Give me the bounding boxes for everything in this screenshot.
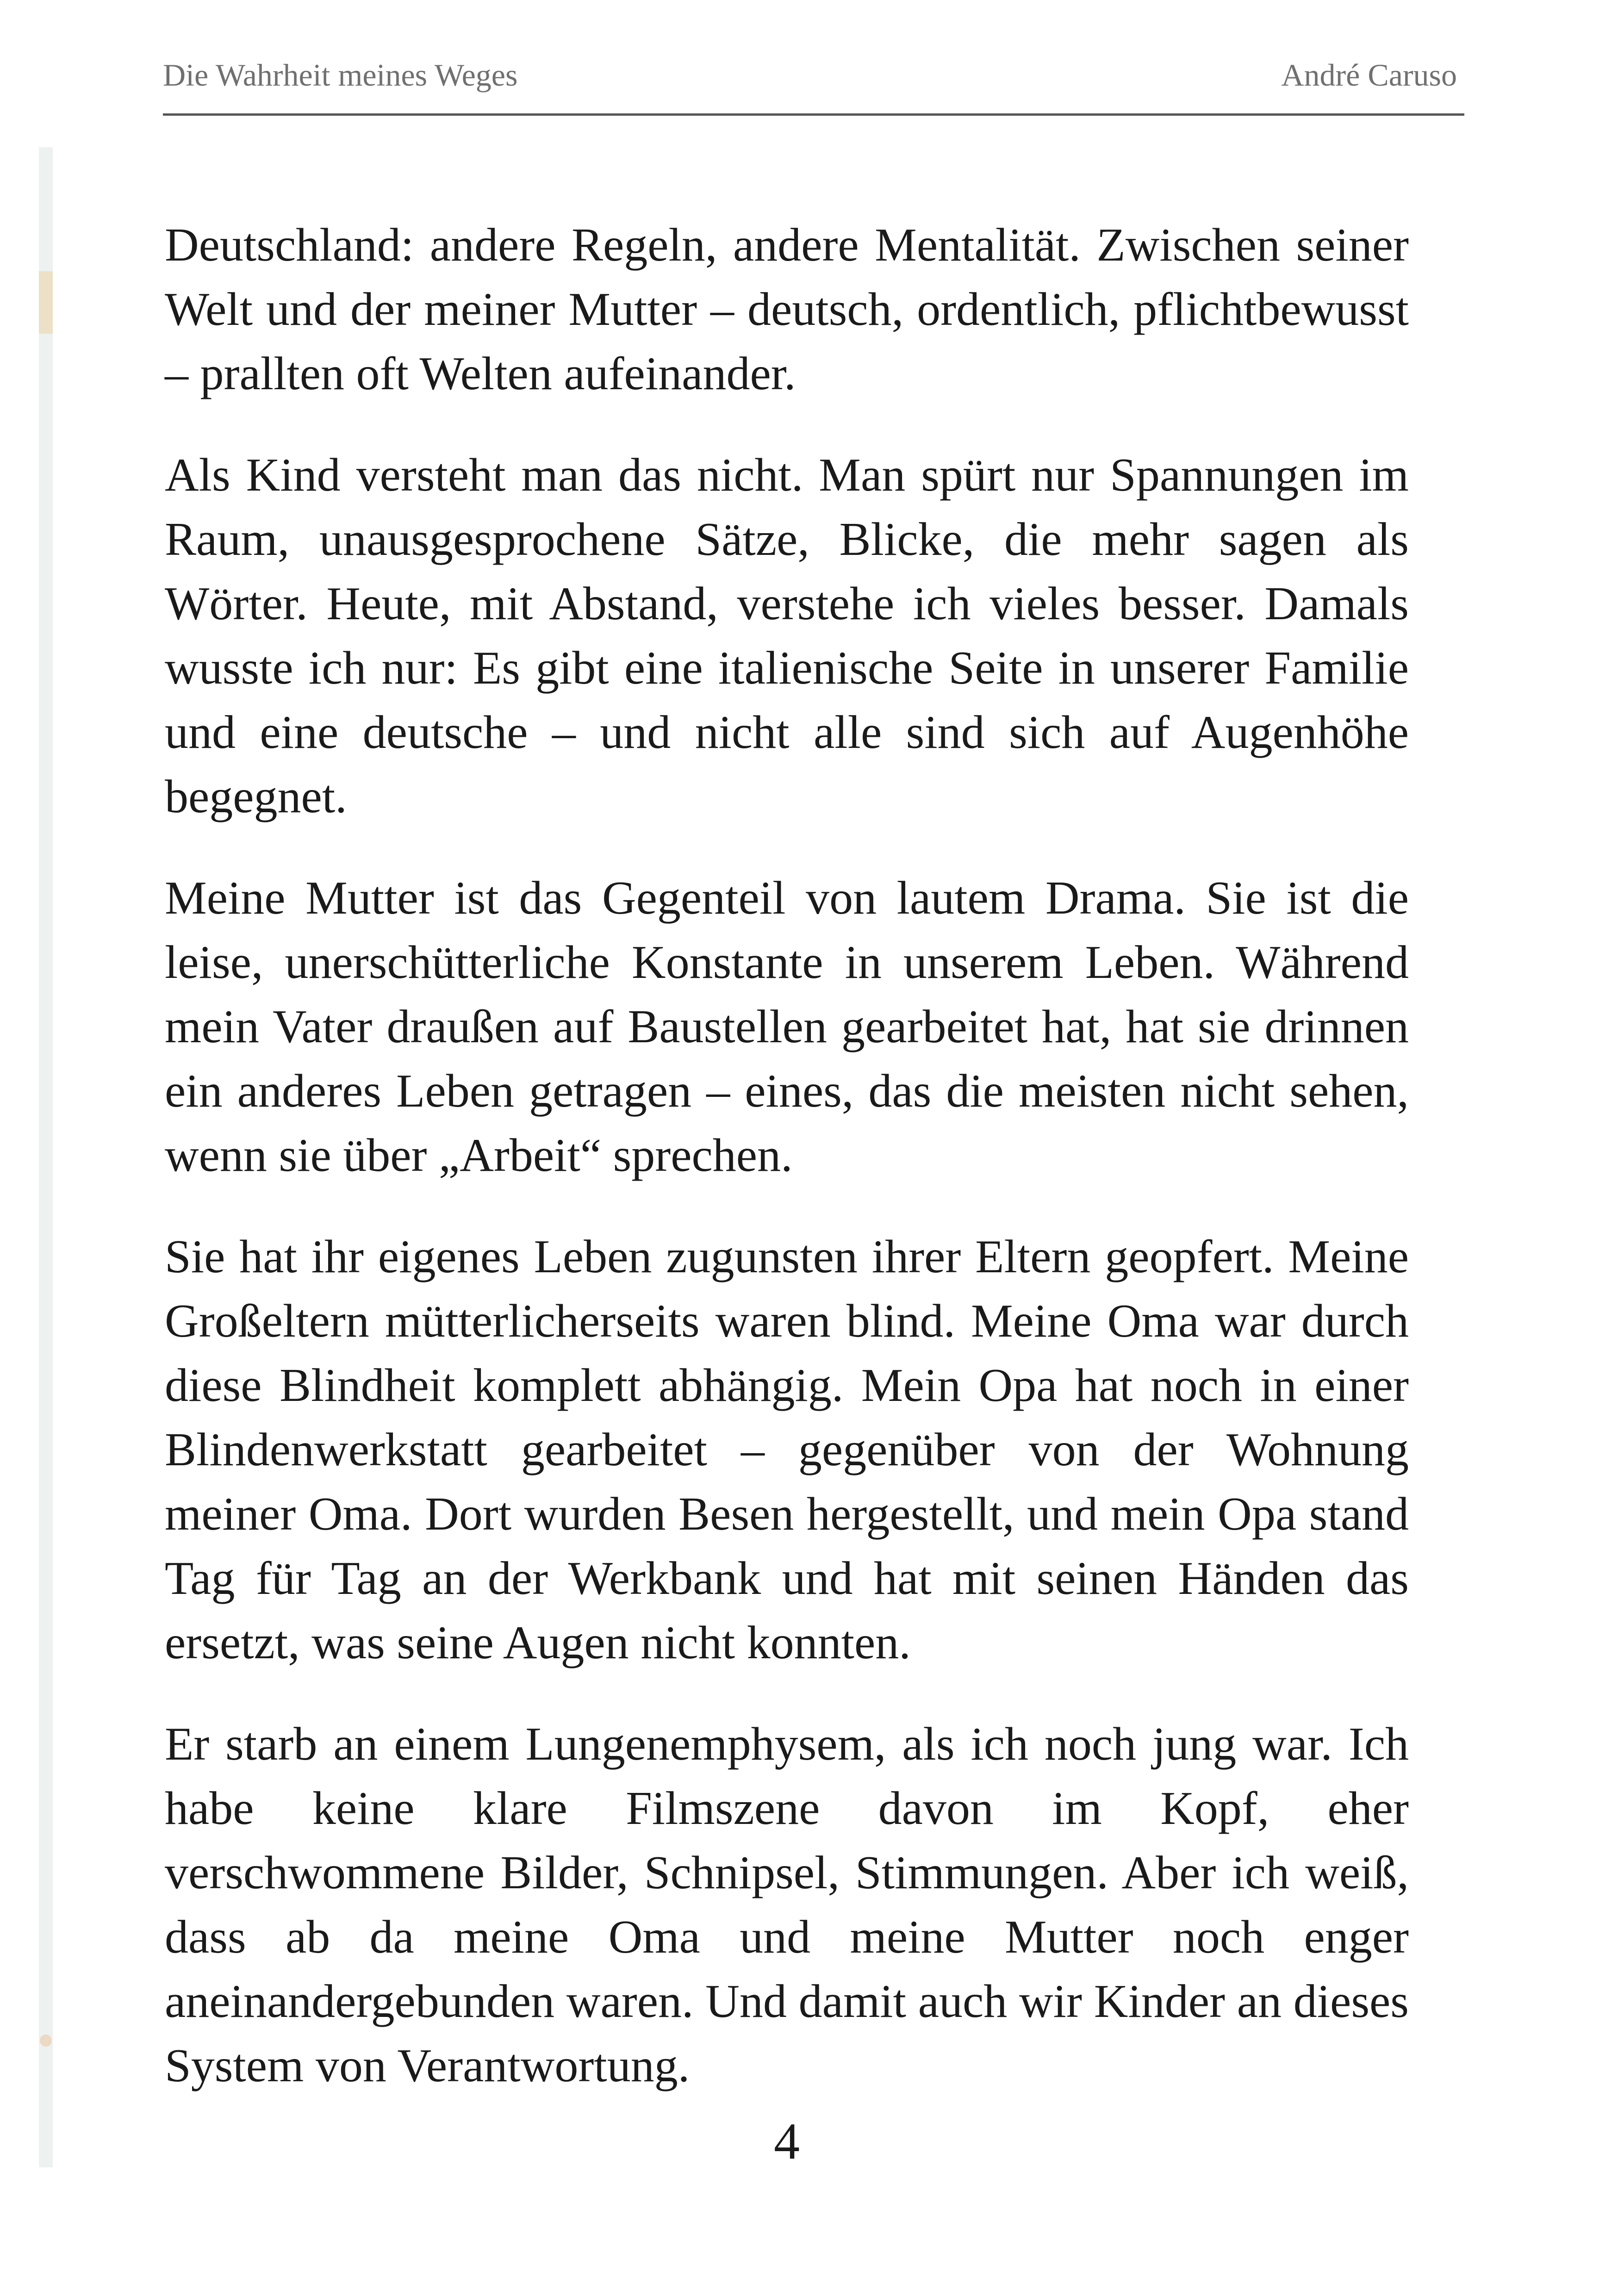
running-header <box>163 51 1464 116</box>
paragraph: Sie hat ihr eigenes Leben zugunsten ihrer Eltern geopfert. Meine Großeltern mütterlicherseits waren blind. Meine Oma war durch diese Blindheit komplett abhängig. Mein Opa hat noch in einer Blindenwerkstatt gearbeitet – gegenüber von der Wohnung meiner Oma. Dort wurden Besen hergestellt, und mein Opa stand Tag für Tag an der Werkbank und hat mit seinen Händen das ersetzt, was seine Augen nicht konnten. <box>165 1231 1409 1669</box>
paragraph: Deutschland: andere Regeln, andere Mentalität. Zwischen seiner Welt und der meiner Mutter – deutsch, ordentlich, pflichtbewusst – prallten oft Welten aufeinander. <box>165 219 1409 400</box>
gutter-accent <box>39 271 53 334</box>
page-number: 4 <box>774 2113 800 2170</box>
paragraph: Er starb an einem Lungenemphysem, als ich noch jung war. Ich habe keine klare Filmszene davon im Kopf, eher verschwommene Bilder, Schnipsel, Stimmungen. Aber ich weiß, dass ab da meine Oma und meine Mutter noch enger aneinandergebunden waren. Und damit auch wir Kinder an dieses System von Verantwortung. <box>165 1718 1409 2092</box>
paragraph: Meine Mutter ist das Gegenteil von lautem Drama. Sie ist die leise, unerschütterliche Konstante in unserem Leben. Während mein Vater draußen auf Baustellen gearbeitet hat, hat sie drinnen ein anderes Leben getragen – eines, das die meisten nicht sehen, wenn sie über „Arbeit“ sprechen. <box>165 872 1409 1182</box>
gutter-strip <box>39 147 53 2167</box>
header-book-title: Die Wahrheit meines Weges <box>163 57 518 93</box>
gutter-dot <box>40 2035 52 2047</box>
body-text <box>165 213 1409 2135</box>
paragraph: Als Kind versteht man das nicht. Man spürt nur Spannungen im Raum, unausgesprochene Sätze, Blicke, die mehr sagen als Wörter. Heute, mit Abstand, verstehe ich vieles besser. Damals wusste ich nur: Es gibt eine italienische Seite in unserer Familie und eine deutsche – und nicht alle sind sich auf Augenhöhe begegnet. <box>165 449 1409 823</box>
header-author: André Caruso <box>1281 57 1457 93</box>
